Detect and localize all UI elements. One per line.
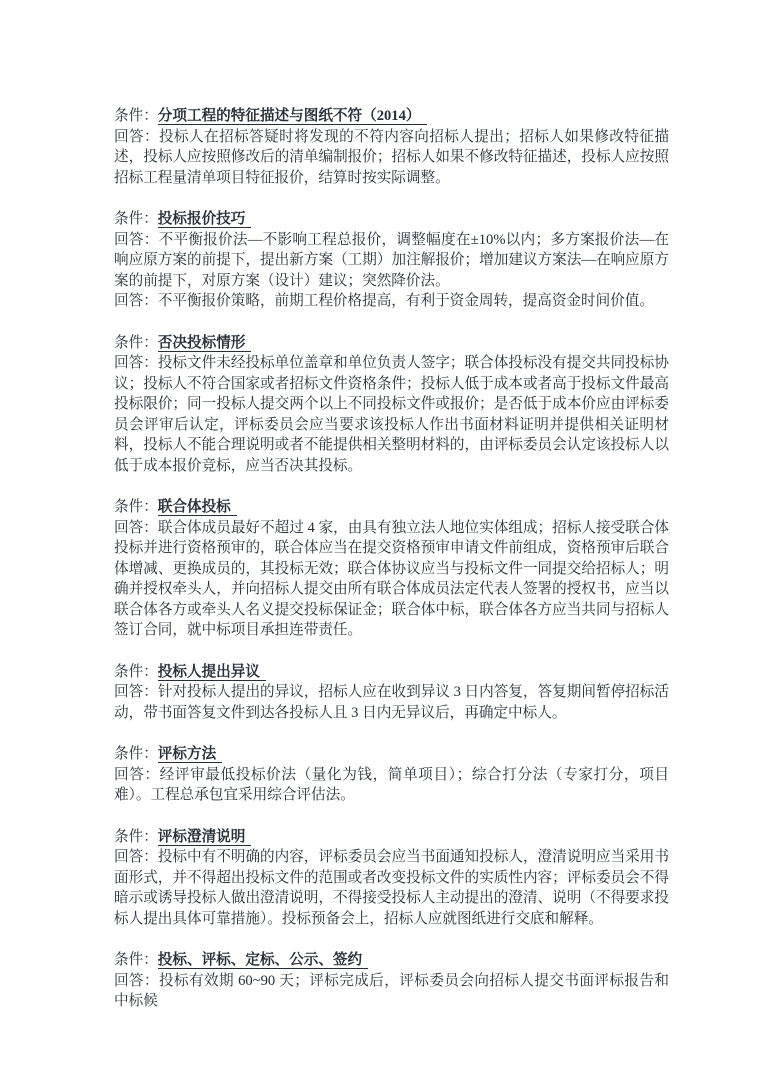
condition-title: 投标、评标、定标、公示、签约 [158, 952, 368, 969]
answer-text: 联合体成员最好不超过 4 家，由具有独立法人地位实体组成；招标人接受联合体投标并进行资格预审的，联合体应当在提交资格预审申请文件前组成，资格预审后联合体增减、更换成员的，其投标无效；联合体协议应当与投标文件一同提交给招标人；明确并授权牵头人，并向招标人提交由所有联合体成员法定代表人签署的授权书，应当以联合体各方或牵头人名义提交投标保证金；联合体中标，联合体各方应当共同与招标人签订合同，就中标项目承担连带责任。 [114, 519, 669, 638]
qa-section [114, 106, 669, 188]
answer-paragraph [114, 353, 669, 476]
answer-paragraph [114, 518, 669, 641]
condition-title: 分项工程的特征描述与图纸不符（2014） [158, 108, 427, 125]
answer-text: 投标文件未经投标单位盖章和单位负责人签字；联合体投标没有提交共同投标协议；投标人不符合国家或者招标文件资格条件；投标人低于成本或者高于投标文件最高投标限价；同一投标人提交两个以上不同投标文件或报价；是否低于成本价应由评标委员会评审后认定，评标委员会应当要求该投标人作出书面材料证明并提供相关证明材料，投标人不能合理说明或者不能提供相关整明材料的，由评标委员会认定该投标人以低于成本报价竞标，应当否决其投标。 [114, 355, 669, 474]
answer-text: 经评审最低投标价法（量化为钱，简单项目）；综合打分法（专家打分，项目难）。工程总承包宜采用综合评估法。 [114, 766, 669, 803]
condition-line [114, 497, 669, 518]
qa-section [114, 333, 669, 477]
condition-line [114, 950, 669, 971]
answer-label: 回答： [114, 766, 160, 783]
qa-section [114, 744, 669, 806]
answer-label: 回答： [114, 684, 158, 700]
condition-label: 条件： [114, 211, 158, 227]
document-content [114, 106, 669, 1033]
condition-label: 条件： [114, 746, 158, 762]
answer-paragraph [114, 682, 669, 723]
qa-section [114, 950, 669, 1012]
condition-label: 条件： [114, 828, 158, 845]
condition-line [114, 827, 669, 848]
condition-title: 联合体投标 [158, 499, 237, 516]
qa-section [114, 827, 669, 930]
qa-section [114, 662, 669, 724]
answer-paragraph [114, 847, 669, 929]
answer-text: 不平衡报价策略，前期工程价格提高，有利于资金周转，提高资金时间价值。 [157, 293, 654, 309]
answer-paragraph [114, 230, 669, 292]
answer-text: 投标有效期 60~90 天；评标完成后，评标委员会向招标人提交书面评标报告和中标候 [114, 972, 669, 1009]
answer-label: 回答： [114, 972, 160, 989]
condition-line [114, 209, 669, 230]
condition-label: 条件： [114, 952, 158, 968]
condition-label: 条件： [114, 499, 158, 515]
condition-title: 投标人提出异议 [158, 664, 266, 681]
qa-section [114, 209, 669, 312]
answer-paragraph [114, 291, 669, 312]
condition-line [114, 333, 669, 354]
condition-line [114, 744, 669, 765]
answer-label: 回答： [114, 519, 158, 536]
condition-label: 条件： [114, 663, 158, 680]
answer-paragraph [114, 971, 669, 1012]
answer-label: 回答： [114, 849, 158, 865]
qa-section [114, 497, 669, 641]
condition-title: 投标报价技巧 [158, 211, 252, 228]
answer-label: 回答： [114, 293, 158, 309]
answer-text: 投标中有不明确的内容，评标委员会应当书面通知投标人，澄清说明应当采用书面形式，并不得超出投标文件的范围或者改变投标文件的实质性内容；评标委员会不得暗示或诱导投标人做出澄清说明，不得接受投标人主动提出的澄清、说明（不得要求投标人提出具体可靠措施）。投标预备会上，招标人应就图纸进行交底和解释。 [114, 849, 669, 927]
answer-text: 投标人在招标答疑时将发现的不符内容向招标人提出；招标人如果修改特征描述，投标人应按照修改后的清单编制报价；招标人如果不修改特征描述，投标人应按照招标工程量清单项目特征报价，结算时按实际调整。 [114, 128, 669, 186]
condition-title: 评标方法 [158, 746, 222, 763]
answer-text: 针对投标人提出的异议，招标人应在收到异议 3 日内答复，答复期间暂停招标活动，带书面答复文件到达各投标人且 3 日内无异议后，再确定中标人。 [114, 684, 669, 721]
answer-label: 回答： [114, 128, 160, 145]
answer-label: 回答： [114, 355, 158, 371]
condition-title: 否决投标情形 [158, 335, 252, 352]
answer-label: 回答： [114, 231, 159, 248]
condition-label: 条件： [114, 334, 158, 351]
answer-text: 不平衡报价法—不影响工程总报价，调整幅度在±10%以内；多方案报价法—在响应原方案的前提下，提出新方案（工期）加注解报价；增加建议方案法—在响应原方案的前提下，对原方案（设计）建议；突然降价法。 [114, 231, 669, 289]
condition-line [114, 662, 669, 683]
condition-title: 评标澄清说明 [158, 829, 252, 846]
condition-line [114, 106, 669, 127]
answer-paragraph [114, 765, 669, 806]
answer-paragraph [114, 127, 669, 189]
condition-label: 条件： [114, 108, 158, 124]
